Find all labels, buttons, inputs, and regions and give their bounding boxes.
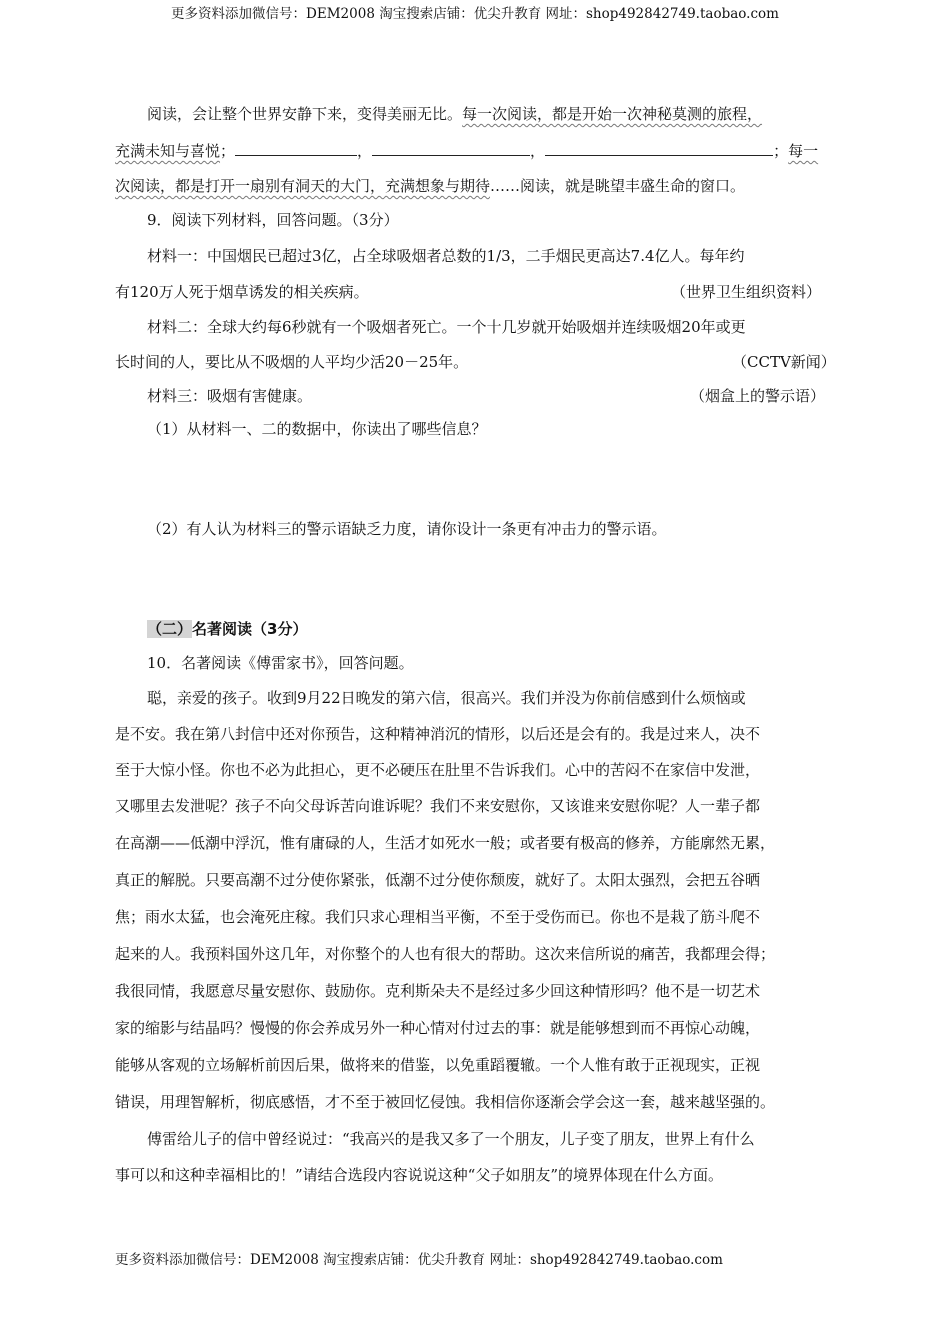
q9-material-1-line-1: 材料一：中国烟民已超过3亿，占全球吸烟者总数的1/3，二手烟民更高达7.4亿人。每年约: [147, 247, 745, 265]
answer-blank-2[interactable]: [372, 139, 530, 156]
q9-material-2-line-2: 长时间的人，要比从不吸烟的人平均少活20－25年。: [115, 353, 469, 371]
answer-blank-3[interactable]: [545, 139, 773, 156]
q10-title: 10．名著阅读《傅雷家书》，回答问题。: [147, 654, 414, 672]
reading-intro-wavy-text-3: 每一: [788, 142, 819, 160]
page-header: 更多资料添加微信号：DEM2008 淘宝搜索店铺：优尖升教育 网址：shop492842749.taobao.com: [171, 6, 779, 22]
q9-subquestion-2: （2）有人认为材料三的警示语缺乏力度，请你设计一条更有冲击力的警示语。: [147, 520, 667, 538]
reading-intro-line-2: [115, 139, 818, 162]
reading-intro-line-3: [115, 175, 745, 197]
answer-blank-1[interactable]: [235, 139, 357, 156]
q9-material-2-line-1: 材料二：全球大约每6秒就有一个吸烟者死亡。一个十几岁就开始吸烟并连续吸烟20年或更: [147, 318, 746, 336]
section-2-heading: [147, 618, 307, 640]
section-2-number: （二）: [147, 620, 193, 638]
q10-passage-line: 是不安。我在第八封信中还对你预告，这种精神消沉的情形，以后还是会有的。我是过来人，决不: [115, 725, 761, 743]
q9-subquestion-1: （1）从材料一、二的数据中，你读出了哪些信息？: [147, 420, 487, 438]
q10-passage-line: 我很同情，我愿意尽量安慰你、鼓励你。克利斯朵夫不是经过多少回这种情形吗？他不是一切艺术: [115, 982, 761, 1000]
q9-material-3-source: （烟盒上的警示语）: [690, 387, 826, 405]
q10-passage-line: 聪，亲爱的孩子。收到9月22日晚发的第六信，很高兴。我们并没为你前信感到什么烦恼或: [147, 689, 746, 707]
q10-passage-line: 又哪里去发泄呢？孩子不向父母诉苦向谁诉呢？我们不来安慰你，又该谁来安慰你呢？人一辈子都: [115, 797, 761, 815]
q10-passage-line: 在高潮——低潮中浮沉，惟有庸碌的人，生活才如死水一般；或者要有极高的修养，方能廓然无累，: [115, 834, 776, 852]
q9-material-2-source: （CCTV新闻）: [732, 353, 836, 371]
q9-material-1-line-2: 有120万人死于烟草诱发的相关疾病。: [115, 283, 369, 301]
section-2-title: 名著阅读（3分）: [192, 620, 308, 638]
q10-passage-line: 家的缩影与结晶吗？慢慢的你会养成另外一种心情对付过去的事：就是能够想到而不再惊心动魄，: [115, 1019, 761, 1037]
punct-semicolon-1: ；: [220, 142, 236, 160]
punct-comma-1: ，: [357, 142, 373, 160]
q10-passage-line: 错误，用理智解析，彻底感悟，才不至于被回忆侵蚀。我相信你逐渐会学会这一套，越来越坚强的。: [115, 1093, 776, 1111]
punct-comma-2: ，: [530, 142, 546, 160]
q10-question-line-1: 傅雷给儿子的信中曾经说过：“我高兴的是我又多了一个朋友，儿子变了朋友，世界上有什么: [147, 1130, 755, 1148]
q9-title: 9．阅读下列材料，回答问题。（3分）: [147, 211, 399, 229]
q9-material-3: 材料三：吸烟有害健康。: [147, 387, 313, 405]
page-footer: 更多资料添加微信号：DEM2008 淘宝搜索店铺：优尖升教育 网址：shop492842749.taobao.com: [115, 1252, 723, 1268]
q10-passage-line: 焦；雨水太猛，也会淹死庄稼。我们只求心理相当平衡，不至于受伤而已。你也不是栽了筋斗爬不: [115, 908, 761, 926]
reading-intro-text-1: 阅读，会让整个世界安静下来，变得美丽无比。: [147, 105, 463, 123]
q10-passage-line: 真正的解脱。只要高潮不过分使你紧张，低潮不过分使你颓废，就好了。太阳太强烈，会把五谷晒: [115, 871, 761, 889]
q10-passage-line: 能够从客观的立场解析前因后果，做将来的借鉴，以免重蹈覆辙。一个人惟有敢于正视现实，正视: [115, 1056, 761, 1074]
reading-intro-wavy-text-1: 每一次阅读，都是开始一次神秘莫测的旅程，: [462, 105, 763, 123]
reading-intro-text-3: ……阅读，就是眺望丰盛生命的窗口。: [490, 177, 746, 195]
reading-intro-wavy-text-2: 充满未知与喜悦: [115, 142, 221, 160]
q9-material-1-source: （世界卫生组织资料）: [671, 283, 822, 301]
reading-intro-line-1: [147, 103, 837, 125]
q10-passage-line: 起来的人。我预料国外这几年，对你整个的人也有很大的帮助。这次来信所说的痛苦，我都理会得；: [115, 945, 776, 963]
reading-intro-wavy-text-4: 次阅读，都是打开一扇别有洞天的大门，充满想象与期待: [115, 177, 491, 195]
q10-question-line-2: 事可以和这种幸福相比的！”请结合选段内容说说这种“父子如朋友”的境界体现在什么方面。: [115, 1166, 724, 1184]
punct-semicolon-2: ；: [773, 142, 789, 160]
q10-passage-line: 至于大惊小怪。你也不必为此担心，更不必硬压在肚里不告诉我们。心中的苦闷不在家信中发泄，: [115, 761, 761, 779]
